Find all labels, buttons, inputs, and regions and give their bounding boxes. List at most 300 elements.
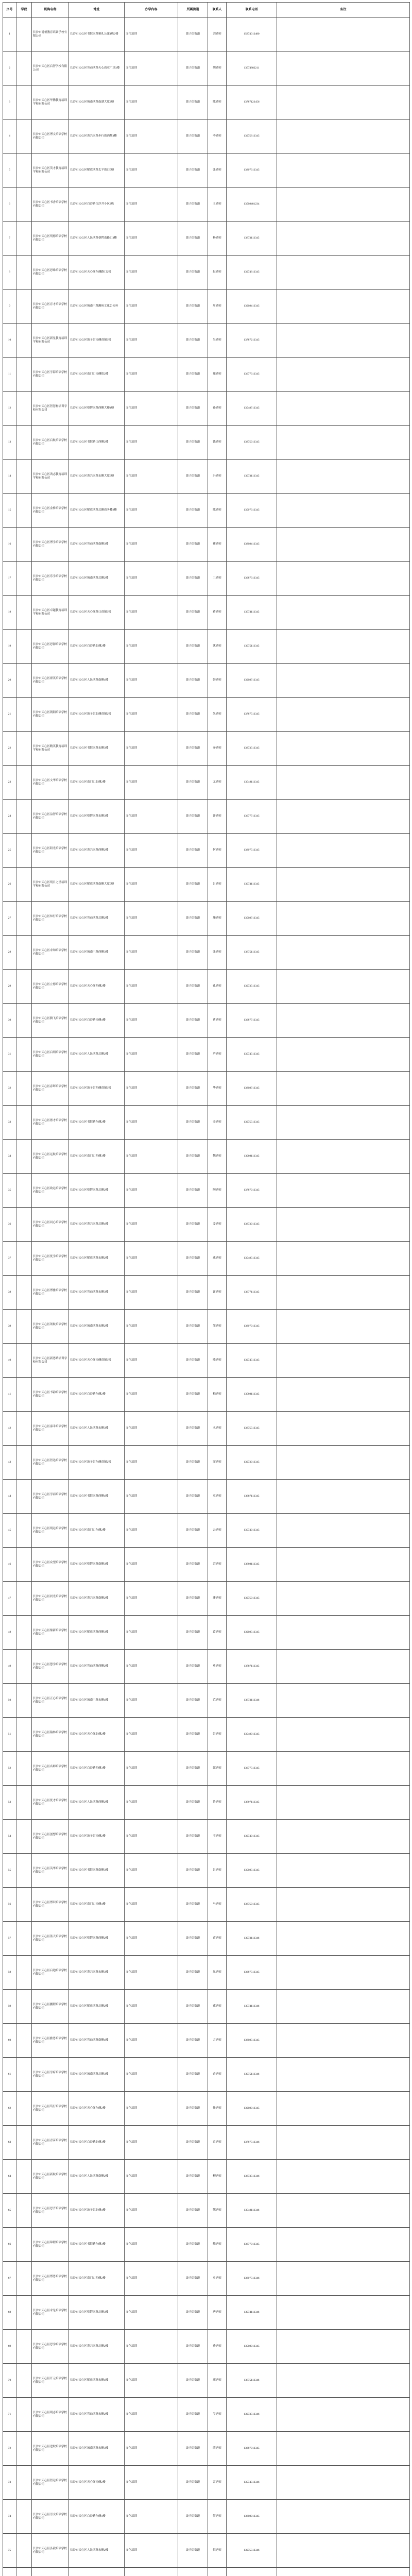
phone-cell: 13677112345 — [227, 1276, 277, 1310]
address-cell: 长沙市天心区书院路东侧3楼 — [69, 2228, 125, 2262]
content-cell: 文化培训 — [125, 698, 178, 732]
stage-cell — [16, 868, 32, 902]
street-cell: 坡子街街道 — [178, 2432, 208, 2466]
serial-cell: 56 — [3, 1888, 16, 1922]
phone-cell: 13908112345 — [227, 1140, 277, 1174]
institution-name-cell: 长沙市天心区卓越教育培训学校有限公司 — [32, 596, 69, 630]
street-cell: 坡子街街道 — [178, 1922, 208, 1956]
remark-cell — [277, 1752, 410, 1786]
serial-cell: 18 — [3, 596, 16, 630]
contact-cell: 水老师 — [208, 1412, 227, 1446]
street-cell: 坡子街街道 — [178, 766, 208, 800]
contact-cell: 钱老师 — [208, 426, 227, 460]
address-cell: 长沙市天心区人民西路西侧2楼 — [69, 1786, 125, 1820]
stage-cell — [16, 2228, 32, 2262]
street-cell: 坡子街街道 — [178, 1378, 208, 1412]
stage-cell — [16, 222, 32, 256]
content-cell: 文化培训 — [125, 1276, 178, 1310]
table-row — [3, 1344, 410, 1378]
remark-cell — [277, 1990, 410, 2024]
remark-cell — [277, 902, 410, 936]
table-row — [3, 2330, 410, 2364]
address-cell: 长沙市天心区白沙路西侧3楼 — [69, 1752, 125, 1786]
content-cell: 文化培训 — [125, 358, 178, 392]
phone-cell: 13687312345 — [227, 562, 277, 596]
content-cell: 文化培训 — [125, 1616, 178, 1650]
remark-cell — [277, 2466, 410, 2500]
content-cell: 文化培训 — [125, 902, 178, 936]
content-cell: 文化培训 — [125, 2500, 178, 2534]
institution-name-cell: 长沙市天心区朝阳培训学校有限公司 — [32, 698, 69, 732]
serial-cell: 29 — [3, 970, 16, 1004]
phone-cell: 13507312345 — [227, 494, 277, 528]
phone-cell: 15874012480 — [227, 18, 277, 52]
content-cell: 文化培训 — [125, 528, 178, 562]
street-cell: 坡子街街道 — [178, 256, 208, 290]
contact-cell: 潘老师 — [208, 1582, 227, 1616]
table-row — [3, 1854, 410, 1888]
institution-name-cell: 长沙市天心区优学培训学校有限公司 — [32, 1242, 69, 1276]
table-row — [3, 2092, 410, 2126]
contact-cell: 蒋老师 — [208, 596, 227, 630]
stage-cell — [16, 2466, 32, 2500]
serial-cell: 50 — [3, 1684, 16, 1718]
header-remark: 备注 — [277, 3, 410, 18]
institution-name-cell: 长沙市天心区智达培训学校有限公司 — [32, 1446, 69, 1480]
remark-cell — [277, 392, 410, 426]
remark-cell — [277, 1922, 410, 1956]
remark-cell — [277, 1072, 410, 1106]
content-cell: 文化培训 — [125, 392, 178, 426]
phone-cell: 13808912345 — [227, 2500, 277, 2534]
serial-cell: 38 — [3, 1276, 16, 1310]
stage-cell — [16, 1888, 32, 1922]
institution-name-cell — [32, 2568, 69, 2576]
content-cell: 文化培训 — [125, 1412, 178, 1446]
institution-name-cell: 长沙市天心区学府培训学校有限公司 — [32, 2058, 69, 2092]
table-row — [3, 1310, 410, 1344]
street-cell: 坡子街街道 — [178, 800, 208, 834]
address-cell: 长沙市天心区南门口东侧2楼 — [69, 1514, 125, 1548]
remark-cell — [277, 1276, 410, 1310]
phone-cell: 13974112346 — [227, 2296, 277, 2330]
table-row — [3, 1514, 410, 1548]
header-serial: 序号 — [3, 3, 16, 18]
institution-name-cell: 长沙市天心区思学培训学校有限公司 — [32, 2330, 69, 2364]
institution-name-cell: 长沙市天心区蓝天培训学校有限公司 — [32, 1922, 69, 1956]
street-cell: 坡子街街道 — [178, 1548, 208, 1582]
phone-cell: 13787212345 — [227, 324, 277, 358]
phone-cell: 13508912345 — [227, 2330, 277, 2364]
address-cell: 长沙市天心区城南中路西侧3楼 — [69, 936, 125, 970]
table-row — [3, 800, 410, 834]
institution-name-cell: 长沙市天心区英才教育培训学校有限公司 — [32, 154, 69, 188]
content-cell: 文化培训 — [125, 1786, 178, 1820]
phone-cell: 13574112346 — [227, 1990, 277, 2024]
address-cell: 长沙市天心区黄兴南路北侧2楼 — [69, 2330, 125, 2364]
table-row — [3, 2398, 410, 2432]
phone-cell: 13873112346 — [227, 1684, 277, 1718]
contact-cell: 贺老师 — [208, 2500, 227, 2534]
content-cell: 文化培训 — [125, 2160, 178, 2194]
table-row — [3, 834, 410, 868]
address-cell: 长沙市天心区蔡锷南路东侧3楼 — [69, 800, 125, 834]
contact-cell: 范老师 — [208, 1684, 227, 1718]
street-cell: 坡子街街道 — [178, 188, 208, 222]
address-cell: 长沙市天心区城南西路北侧3楼 — [69, 2058, 125, 2092]
street-cell: 坡子街街道 — [178, 1344, 208, 1378]
institution-name-cell: 长沙市天心区新航培训学校有限公司 — [32, 2160, 69, 2194]
stage-cell — [16, 2500, 32, 2534]
street-cell — [178, 2568, 208, 2576]
table-row — [3, 18, 410, 52]
content-cell: 文化培训 — [125, 630, 178, 664]
institution-name-cell: 长沙市天心区进取培训学校有限公司 — [32, 2432, 69, 2466]
institution-name-cell: 长沙市天心区知行培训学校有限公司 — [32, 902, 69, 936]
remark-cell — [277, 1888, 410, 1922]
serial-cell: 12 — [3, 392, 16, 426]
contact-cell: 金老师 — [208, 1106, 227, 1140]
remark-cell — [277, 766, 410, 800]
address-cell: 长沙市天心区蔡锷南路北侧2楼 — [69, 1174, 125, 1208]
table-row — [3, 2194, 410, 2228]
remark-cell — [277, 1174, 410, 1208]
street-cell: 坡子街街道 — [178, 936, 208, 970]
street-cell: 坡子街街道 — [178, 834, 208, 868]
table-row — [3, 2568, 410, 2576]
remark-cell — [277, 1412, 410, 1446]
phone-cell: 13875112346 — [227, 2364, 277, 2398]
street-cell: 坡子街街道 — [178, 1820, 208, 1854]
street-cell: 坡子街街道 — [178, 1786, 208, 1820]
institution-name-cell: 长沙市天心区博思培训学校有限公司 — [32, 2262, 69, 2296]
content-cell: 文化培训 — [125, 1038, 178, 1072]
address-cell: 长沙市天心区南门口南侧4楼 — [69, 1888, 125, 1922]
contact-cell: 薛老师 — [208, 2432, 227, 2466]
stage-cell — [16, 732, 32, 766]
stage-cell — [16, 1514, 32, 1548]
contact-cell: 严老师 — [208, 1038, 227, 1072]
serial-cell: 49 — [3, 1650, 16, 1684]
phone-cell: 13548112346 — [227, 2194, 277, 2228]
table-row — [3, 698, 410, 732]
remark-cell — [277, 2058, 410, 2092]
table-row — [3, 1038, 410, 1072]
content-cell: 文化培训 — [125, 1650, 178, 1684]
content-cell: 文化培训 — [125, 2296, 178, 2330]
institution-name-cell: 长沙市天心区春晖培训学校有限公司 — [32, 1072, 69, 1106]
remark-cell — [277, 1310, 410, 1344]
content-cell: 文化培训 — [125, 2092, 178, 2126]
serial-cell: 22 — [3, 732, 16, 766]
address-cell: 长沙市天心区书院路口西侧2楼 — [69, 426, 125, 460]
remark-cell — [277, 1480, 410, 1514]
contact-cell: 廉老师 — [208, 2364, 227, 2398]
content-cell: 文化培训 — [125, 868, 178, 902]
address-cell: 长沙市天心区解放西路北侧商务楼2楼 — [69, 494, 125, 528]
table-row — [3, 1888, 410, 1922]
address-cell: 长沙市天心区天心阁西侧2楼 — [69, 970, 125, 1004]
serial-cell: 69 — [3, 2330, 16, 2364]
header-stage: 学段 — [16, 3, 32, 18]
street-cell: 坡子街街道 — [178, 1990, 208, 2024]
stage-cell — [16, 2398, 32, 2432]
street-cell: 坡子街街道 — [178, 1718, 208, 1752]
institution-name-cell: 长沙市天心区鸿志教育培训学校有限公司 — [32, 460, 69, 494]
institution-name-cell: 长沙市天心区新思路培训学校有限公司 — [32, 1344, 69, 1378]
stage-cell — [16, 18, 32, 52]
table-row — [3, 1616, 410, 1650]
table-row — [3, 494, 410, 528]
stage-cell — [16, 2432, 32, 2466]
table-row — [3, 1480, 410, 1514]
address-cell: 长沙市天心区黄兴南路步行街西侧3楼 — [69, 120, 125, 154]
phone-cell: 13975512345 — [227, 1106, 277, 1140]
institution-name-cell: 长沙市天心区博识培训学校有限公司 — [32, 1888, 69, 1922]
address-cell: 长沙市天心区解放西路南侧大厦5楼 — [69, 868, 125, 902]
institution-name-cell: 长沙市天心区正心培训学校有限公司 — [32, 1684, 69, 1718]
contact-cell: 沈老师 — [208, 630, 227, 664]
phone-cell: 13787112345 — [227, 1650, 277, 1684]
table-row — [3, 1990, 410, 2024]
content-cell: 文化培训 — [125, 86, 178, 120]
serial-cell: 9 — [3, 290, 16, 324]
institution-name-cell: 长沙市天心区翰林培训学校有限公司 — [32, 1718, 69, 1752]
stage-cell — [16, 1174, 32, 1208]
contact-cell: 章老师 — [208, 1480, 227, 1514]
remark-cell — [277, 1854, 410, 1888]
remark-cell — [277, 358, 410, 392]
remark-cell — [277, 1208, 410, 1242]
contact-cell: 周老师 — [208, 290, 227, 324]
address-cell: 长沙市天心区黄兴南路南侧2楼 — [69, 1582, 125, 1616]
contact-cell: 冯老师 — [208, 460, 227, 494]
serial-cell: 45 — [3, 1514, 16, 1548]
street-cell: 坡子街街道 — [178, 1684, 208, 1718]
address-cell: 长沙市天心区坡子街南侧商铺3楼 — [69, 324, 125, 358]
table-row — [3, 1174, 410, 1208]
remark-cell — [277, 1514, 410, 1548]
street-cell: 坡子街街道 — [178, 2500, 208, 2534]
contact-cell: 朱老师 — [208, 698, 227, 732]
serial-cell: 6 — [3, 188, 16, 222]
serial-cell: 37 — [3, 1242, 16, 1276]
table-row — [3, 1106, 410, 1140]
institution-name-cell: 长沙市天心区优才培训学校有限公司 — [32, 1786, 69, 1820]
stage-cell — [16, 324, 32, 358]
serial-cell: 67 — [3, 2262, 16, 2296]
content-cell: 文化培训 — [125, 1684, 178, 1718]
phone-cell: 13908412345 — [227, 290, 277, 324]
address-cell: 长沙市天心区南门口北侧2楼 — [69, 766, 125, 800]
phone-cell — [227, 2568, 277, 2576]
phone-cell: 13508112345 — [227, 1378, 277, 1412]
table-row — [3, 392, 410, 426]
institution-name-cell: 长沙市天心区明远培训学校有限公司 — [32, 1514, 69, 1548]
serial-cell: 51 — [3, 1718, 16, 1752]
address-cell: 长沙市天心区南门口南侧街2楼 — [69, 358, 125, 392]
contact-cell — [208, 2568, 227, 2576]
contact-cell: 韦老师 — [208, 1820, 227, 1854]
contact-cell: 吕老师 — [208, 868, 227, 902]
serial-cell: 68 — [3, 2296, 16, 2330]
serial-cell: 52 — [3, 1752, 16, 1786]
phone-cell: 13508481234 — [227, 188, 277, 222]
remark-cell — [277, 494, 410, 528]
contact-cell: 吴老师 — [208, 324, 227, 358]
table-row — [3, 902, 410, 936]
street-cell: 坡子街街道 — [178, 1174, 208, 1208]
street-cell: 坡子街街道 — [178, 1242, 208, 1276]
remark-cell — [277, 1718, 410, 1752]
phone-cell: 13808112345 — [227, 1548, 277, 1582]
table-row — [3, 596, 410, 630]
remark-cell — [277, 1446, 410, 1480]
content-cell: 文化培训 — [125, 426, 178, 460]
contact-cell: 曹老师 — [208, 1004, 227, 1038]
serial-cell: 15 — [3, 494, 16, 528]
remark-cell — [277, 562, 410, 596]
phone-cell: 13807912345 — [227, 1310, 277, 1344]
street-cell: 坡子街街道 — [178, 460, 208, 494]
institution-name-cell: 长沙市天心区精英教育培训学校有限公司 — [32, 732, 69, 766]
stage-cell — [16, 2058, 32, 2092]
contact-cell: 酆老师 — [208, 2194, 227, 2228]
table-row — [3, 1548, 410, 1582]
content-cell: 文化培训 — [125, 800, 178, 834]
phone-cell: 13975812345 — [227, 120, 277, 154]
phone-cell: 13974912345 — [227, 1820, 277, 1854]
serial-cell: 62 — [3, 2092, 16, 2126]
contact-cell: 柳老师 — [208, 2160, 227, 2194]
stage-cell — [16, 2364, 32, 2398]
street-cell: 坡子街街道 — [178, 494, 208, 528]
street-cell: 坡子街街道 — [178, 2092, 208, 2126]
table-row — [3, 562, 410, 596]
stage-cell — [16, 2296, 32, 2330]
institution-name-cell: 长沙市天心区智慧树培训学校有限公司 — [32, 392, 69, 426]
table-row — [3, 358, 410, 392]
phone-cell: 13973912345 — [227, 1446, 277, 1480]
serial-cell: 7 — [3, 222, 16, 256]
remark-cell — [277, 1684, 410, 1718]
address-cell: 长沙市天心区蔡锷南路南侧3楼 — [69, 1548, 125, 1582]
phone-cell: 13973112346 — [227, 1922, 277, 1956]
serial-cell: 23 — [3, 766, 16, 800]
street-cell: 坡子街街道 — [178, 2160, 208, 2194]
street-cell: 坡子街街道 — [178, 2534, 208, 2568]
table-body — [3, 18, 410, 2576]
remark-cell — [277, 1548, 410, 1582]
table-row — [3, 2058, 410, 2092]
content-cell: 文化培训 — [125, 2058, 178, 2092]
content-cell: 文化培训 — [125, 1208, 178, 1242]
remark-cell — [277, 2228, 410, 2262]
address-cell: 长沙市天心区蔡锷南路西侧2楼 — [69, 1922, 125, 1956]
content-cell: 文化培训 — [125, 460, 178, 494]
stage-cell — [16, 1276, 32, 1310]
stage-cell — [16, 2092, 32, 2126]
street-cell: 坡子街街道 — [178, 324, 208, 358]
street-cell: 坡子街街道 — [178, 1888, 208, 1922]
institution-name-cell: 长沙市天心区明志培训学校有限公司 — [32, 2398, 69, 2432]
content-cell: 文化培训 — [125, 1820, 178, 1854]
table-row — [3, 2126, 410, 2160]
address-cell: 长沙市天心区蔡锷南路北侧3楼 — [69, 2296, 125, 2330]
serial-cell: 30 — [3, 1004, 16, 1038]
institution-name-cell: 长沙市天心区弘毅培训学校有限公司 — [32, 2534, 69, 2568]
stage-cell — [16, 1038, 32, 1072]
serial-cell: 36 — [3, 1208, 16, 1242]
contact-cell: 褚老师 — [208, 528, 227, 562]
remark-cell — [277, 2296, 410, 2330]
institution-name-cell: 长沙市天心区立德培训学校有限公司 — [32, 970, 69, 1004]
stage-cell — [16, 256, 32, 290]
table-row — [3, 1922, 410, 1956]
contact-cell: 张老师 — [208, 154, 227, 188]
phone-cell: 13677712345 — [227, 800, 277, 834]
table-row — [3, 1276, 410, 1310]
phone-cell: 13687712345 — [227, 1004, 277, 1038]
phone-cell: 13807512345 — [227, 834, 277, 868]
stage-cell — [16, 1378, 32, 1412]
institution-name-cell: 长沙市天心区德才培训学校有限公司 — [32, 1106, 69, 1140]
contact-cell: 韩老师 — [208, 664, 227, 698]
contact-cell: 鲁老师 — [208, 1786, 227, 1820]
street-cell: 坡子街街道 — [178, 392, 208, 426]
remark-cell — [277, 868, 410, 902]
stage-cell — [16, 1786, 32, 1820]
stage-cell — [16, 1548, 32, 1582]
address-cell: 长沙市天心区坡子街南侧2楼 — [69, 1820, 125, 1854]
stage-cell — [16, 1242, 32, 1276]
remark-cell — [277, 2500, 410, 2534]
contact-cell: 史老师 — [208, 2262, 227, 2296]
street-cell: 坡子街街道 — [178, 970, 208, 1004]
contact-cell: 葛老师 — [208, 1616, 227, 1650]
remark-cell — [277, 2194, 410, 2228]
remark-cell — [277, 596, 410, 630]
institution-name-cell: 长沙市天心区文华培训学校有限公司 — [32, 766, 69, 800]
header-street: 所属街道 — [178, 3, 208, 18]
institution-name-cell: 长沙市天心区博雅培训学校有限公司 — [32, 1276, 69, 1310]
contact-cell: 张老师 — [208, 936, 227, 970]
remark-cell — [277, 2364, 410, 2398]
serial-cell: 65 — [3, 2194, 16, 2228]
table-row — [3, 426, 410, 460]
street-cell: 坡子街街道 — [178, 664, 208, 698]
address-cell: 长沙市天心区解放西路东侧2楼 — [69, 1242, 125, 1276]
institution-name-cell: 长沙市天心区明日之星培训学校有限公司 — [32, 868, 69, 902]
contact-cell: 姜老师 — [208, 1208, 227, 1242]
phone-cell: 13875912345 — [227, 1888, 277, 1922]
street-cell: 坡子街街道 — [178, 2262, 208, 2296]
institution-name-cell: 长沙市天心区明德培训学校有限公司 — [32, 222, 69, 256]
content-cell: 文化培训 — [125, 1480, 178, 1514]
content-cell: 文化培训 — [125, 2126, 178, 2160]
contact-cell: 奚老师 — [208, 1650, 227, 1684]
street-cell: 坡子街街道 — [178, 1616, 208, 1650]
institution-name-cell: 长沙市天心区众望培训学校有限公司 — [32, 1548, 69, 1582]
street-cell: 坡子街街道 — [178, 732, 208, 766]
serial-cell: 28 — [3, 936, 16, 970]
table-row — [3, 1072, 410, 1106]
address-cell: 长沙市天心区人民西路南侧4楼 — [69, 664, 125, 698]
phone-cell: 13548712345 — [227, 392, 277, 426]
remark-cell — [277, 1786, 410, 1820]
table-row — [3, 1684, 410, 1718]
serial-cell: 14 — [3, 460, 16, 494]
